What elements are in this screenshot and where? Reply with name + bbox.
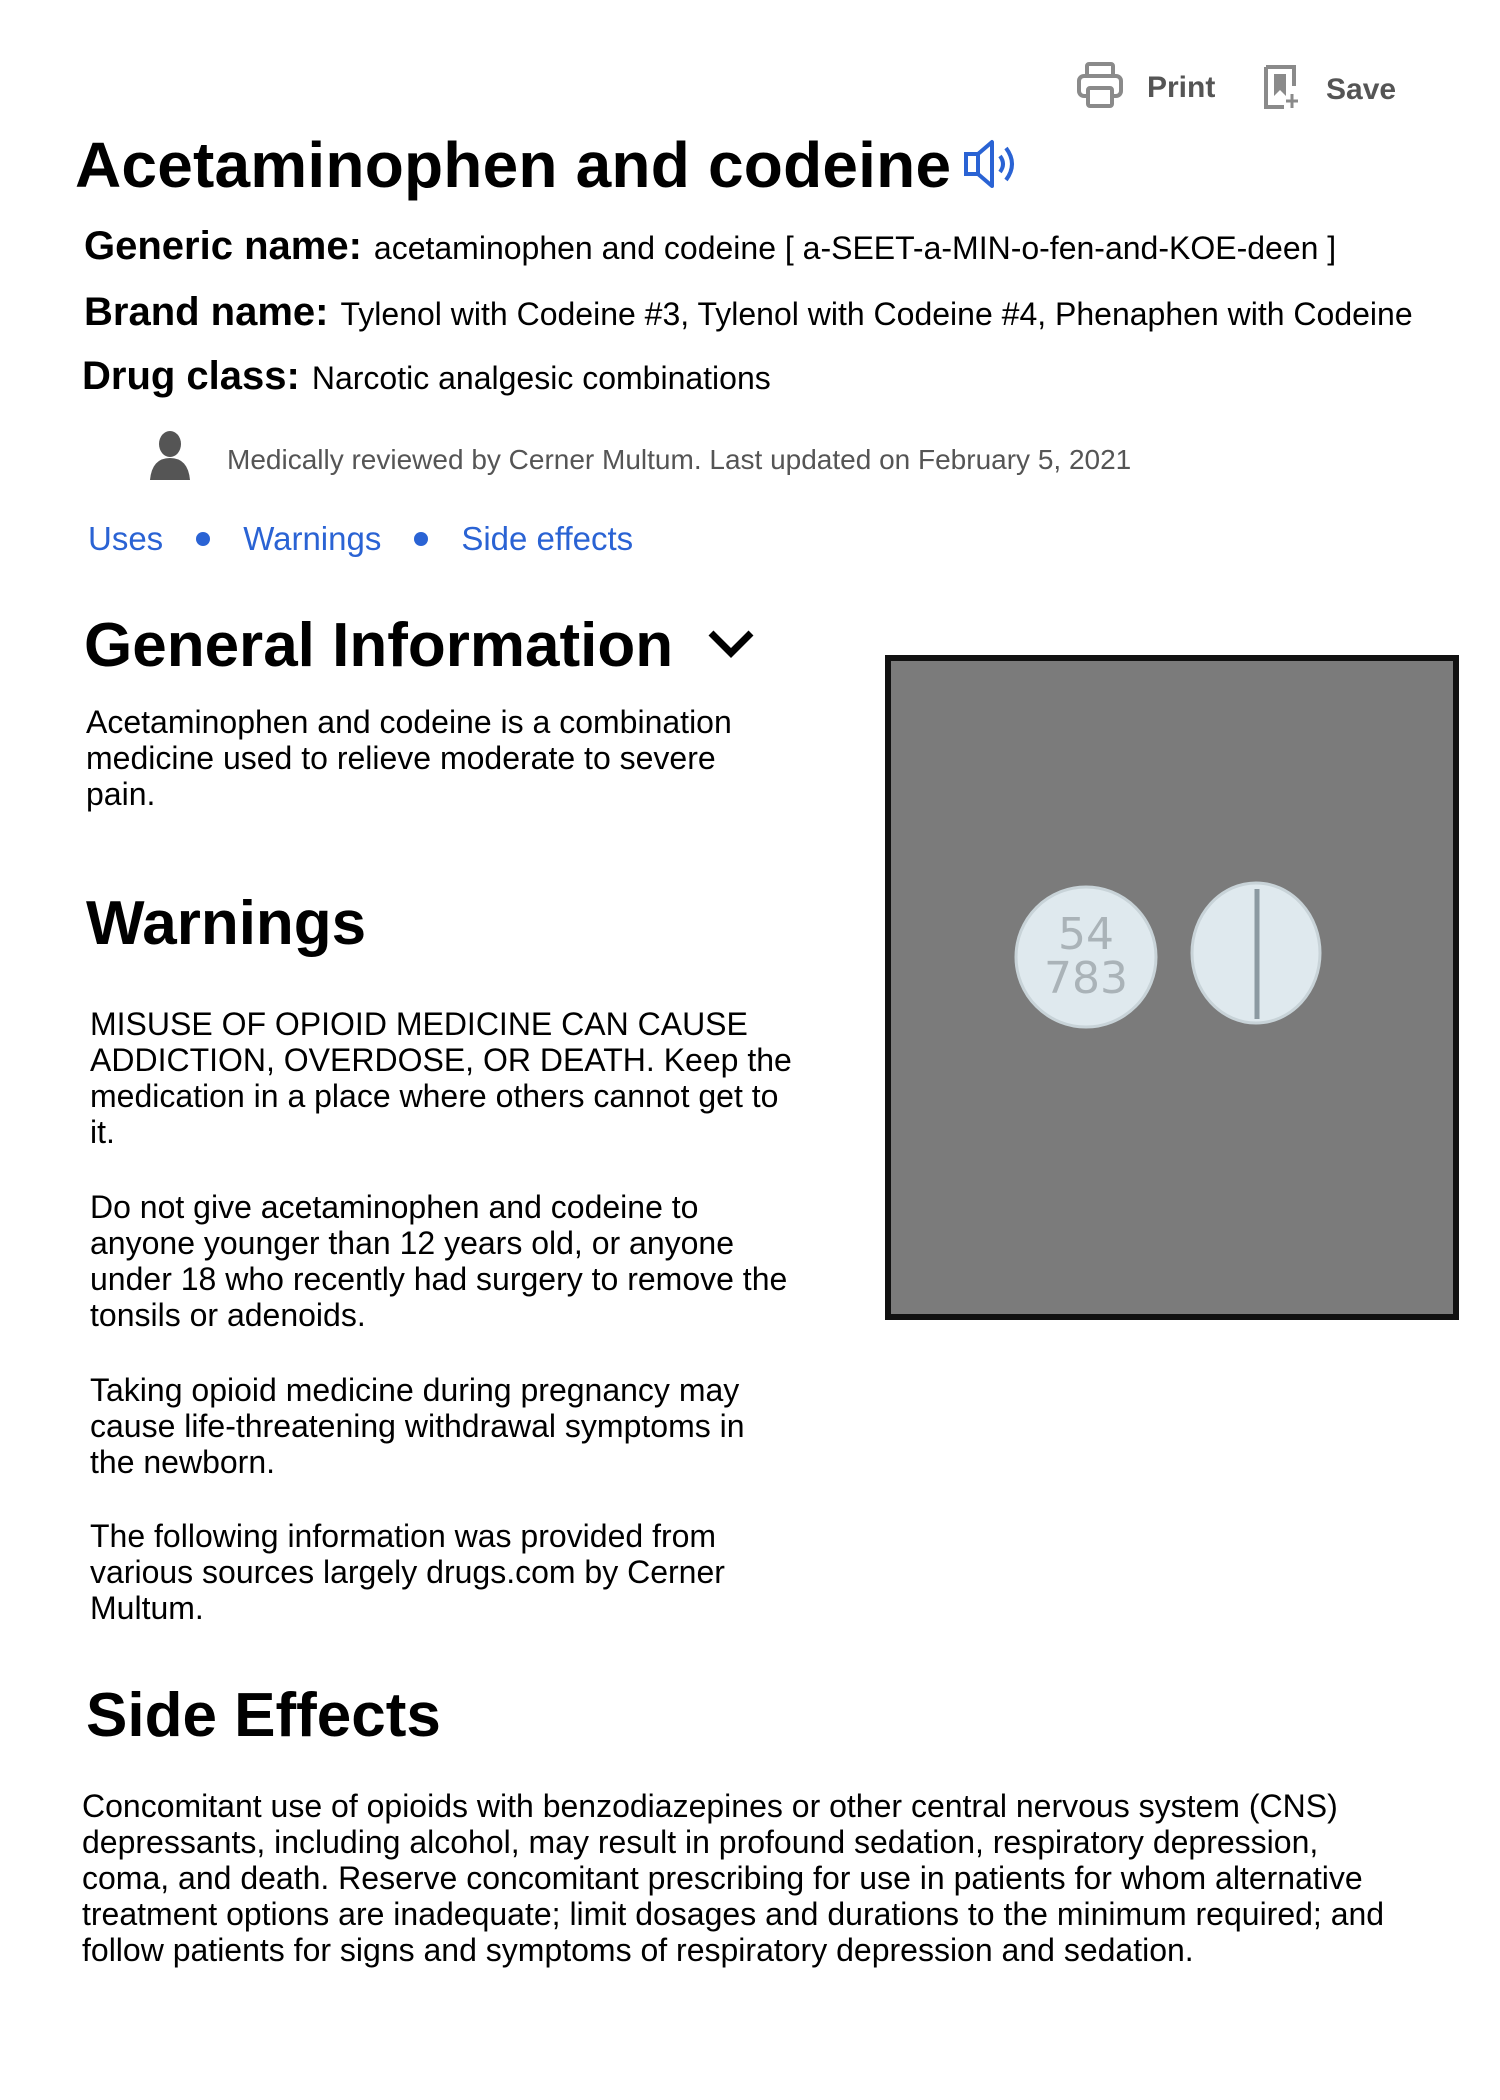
nav-link-uses[interactable]: Uses [88,520,164,557]
speaker-icon[interactable] [960,132,1024,201]
reviewer-avatar-icon [148,428,192,487]
print-button[interactable] [1075,60,1215,115]
drug-class-row [82,354,771,399]
warning-paragraph: Do not give acetaminophen and codeine to anyone younger than 12 years old, or anyone under 18 who recently had surgery to remove the tonsils or adenoids. [90,1189,788,1333]
chevron-down-icon[interactable] [707,627,755,664]
warnings-heading: Warnings [86,889,367,958]
printer-icon [1075,60,1125,115]
pill-imprint-line1: 54 [1058,909,1114,960]
generic-name-label: Generic name: [84,224,362,268]
pill-image [885,655,1459,1320]
drug-class-value: Narcotic analgesic combinations [311,360,771,396]
page-title: Acetaminophen and codeine [75,129,952,201]
warning-paragraph: The following information was provided from various sources largely drugs.com by Cerner Multum. [90,1518,725,1626]
brand-name-row [84,290,1413,335]
save-label: Save [1326,72,1397,106]
pill-imprint [1041,909,1131,1004]
general-info-heading: General Information [84,611,674,680]
nav-link-warnings[interactable]: Warnings [243,520,382,557]
side-effects-body: Concomitant use of opioids with benzodiazepines or other central nervous system (CNS) depressants, including alcohol, may result in profound sedation, respiratory depression, coma, and death. Reserve concomitant prescribing for use in patients for whom alternative treatment options are inadequate; limit dosages and durations to the minimum required; and follow patients for signs and symptoms of respiratory depression and sedation. [82,1788,1385,1968]
pill-imprint-line2: 783 [1044,953,1128,1004]
nav-link-side-effects[interactable]: Side effects [461,520,634,557]
bookmark-save-icon [1262,64,1304,115]
generic-name-row [84,224,1336,269]
drug-class-label: Drug class: [82,354,300,398]
brand-name-label: Brand name: [84,290,329,334]
save-button[interactable] [1262,64,1396,115]
side-effects-heading: Side Effects [86,1681,441,1750]
general-info-header[interactable] [84,610,755,681]
brand-name-value: Tylenol with Codeine #3, Tylenol with Codeine #4, Phenaphen with Codeine [340,296,1413,332]
nav-separator [196,532,210,546]
warning-paragraph: MISUSE OF OPIOID MEDICINE CAN CAUSE ADDICTION, OVERDOSE, OR DEATH. Keep the medication in a place where others cannot get to it. [90,1006,792,1150]
generic-name-value: acetaminophen and codeine [ a-SEET-a-MIN-o-fen-and-KOE-deen ] [373,230,1337,266]
nav-separator [414,532,428,546]
warning-paragraph: Taking opioid medicine during pregnancy may cause life-threatening withdrawal symptoms in the newborn. [90,1372,745,1480]
general-info-body: Acetaminophen and codeine is a combination medicine used to relieve moderate to severe pain. [86,704,732,812]
print-label: Print [1147,70,1216,104]
section-nav [88,520,633,558]
review-text: Medically reviewed by Cerner Multum. Last updated on February 5, 2021 [227,444,1132,475]
